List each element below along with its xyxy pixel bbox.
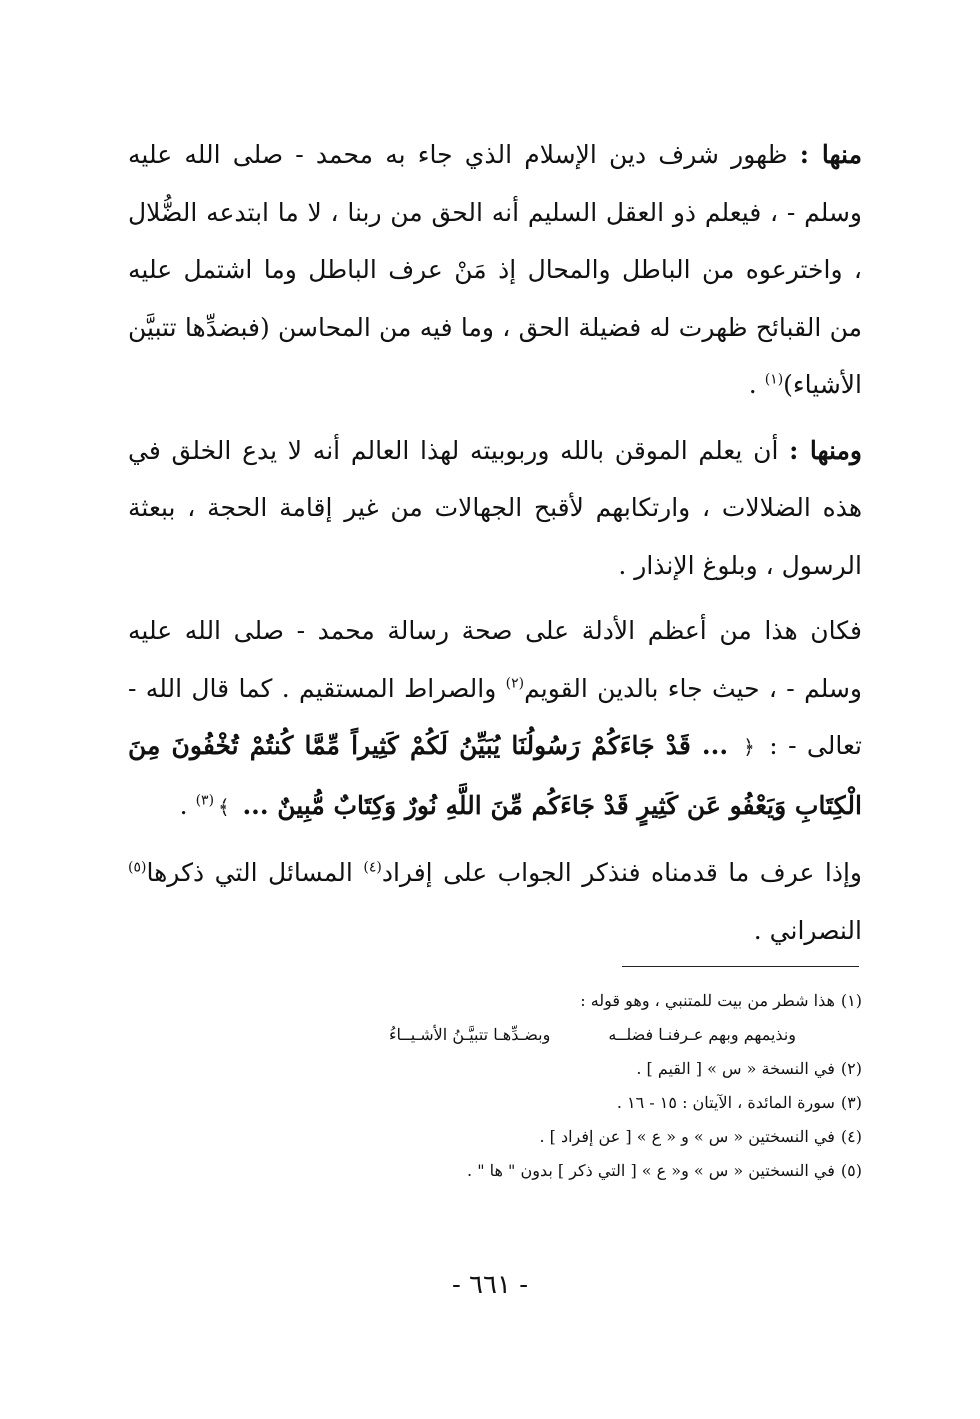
- footnote-3-text: سورة المائدة ، الآيتان : ١٥ - ١٦ .: [616, 1093, 835, 1112]
- footnote-ref-1: (١): [764, 371, 784, 388]
- footnote-4: [200, 1120, 862, 1154]
- paragraph-4: [128, 844, 862, 959]
- footnote-divider: [622, 966, 859, 967]
- footnote-1-verse: [200, 1018, 862, 1052]
- verse-hemistich-1: ونذيمهم وبهم عـرفنـا فضلــه: [608, 1025, 796, 1044]
- paragraph-4-text-1: وإذا عرف ما قدمناه فنذكر الجواب على إفراد: [381, 858, 862, 887]
- footnote-ref-2: (٢): [505, 675, 525, 692]
- footnote-ref-5: (٥): [128, 859, 147, 876]
- paragraph-3-text-1: فكان هذا من أعظم الأدلة على صحة رسالة محمد - صلى الله عليه وسلم - ، حيث جاء بالدين القويم: [128, 616, 863, 703]
- paragraph-3-text-2: والصراط المستقيم . كما قال الله - تعالى - :: [128, 673, 862, 760]
- footnote-3: [200, 1086, 862, 1120]
- paragraph-1-lead: منها :: [799, 140, 862, 169]
- footnote-1: [200, 984, 862, 1018]
- footnote-ref-3: (٣): [195, 792, 215, 809]
- paragraph-2-text: أن يعلم الموقن بالله وربوبيته لهذا العالم أنه لا يدع الخلق في هذه الضلالات ، وارتكابهم لأقبح الجهالات من غير إقامة الحجة ، ببعثة الرسول ، وبلوغ الإنذار .: [128, 435, 862, 580]
- footnote-2-text: في النسخة « س » [ القيم ] .: [636, 1059, 835, 1078]
- page-number: - ٦٦١ -: [451, 1270, 529, 1300]
- footnote-4-text: في النسختين « س » و « ع » [ عن إفراد ] .: [539, 1127, 835, 1146]
- main-text: [128, 126, 862, 959]
- paragraph-2-lead: ومنها :: [789, 435, 862, 465]
- footnote-3-number: (٣): [840, 1093, 862, 1112]
- paragraph-1-end: .: [748, 370, 765, 399]
- paragraph-3-end: .: [179, 790, 196, 820]
- quran-bracket-close: ﴾: [218, 794, 230, 819]
- paragraph-1-text: ظهور شرف دين الإسلام الذي جاء به محمد - صلى الله عليه وسلم - ، فيعلم ذو العقل السليم أنه الحق من ربنا ، لا ما ابتدعه الضُّلال ، واخترعوه من الباطل والمحال إذ مَنْ عرف الباطل وما اشتمل عليه من القبائح ظهرت له فضيلة الحق ، وما فيه من المحاسن (فبضدِّها تتبيَّن الأشياء): [128, 140, 862, 399]
- footnote-5-text: في النسختين « س » و« ع » [ التي ذكر ] بدون " ها " .: [467, 1161, 835, 1180]
- footnote-4-number: (٤): [840, 1127, 862, 1146]
- footnote-1-number: (١): [840, 991, 862, 1010]
- quran-bracket-open: ﴿: [743, 735, 755, 759]
- paragraph-4-text-2: المسائل التي ذكرها: [146, 858, 364, 887]
- paragraph-4-text-3: النصراني .: [753, 915, 862, 945]
- verse-hemistich-2: وبضـدِّهـا تتبيَّـنُ الأشـيــاءُ: [388, 1025, 551, 1044]
- paragraph-1: [128, 126, 862, 414]
- paragraph-2: [128, 422, 862, 595]
- footnote-1-text: هذا شطر من بيت للمتنبي ، وهو قوله :: [580, 991, 835, 1010]
- footnote-2: [200, 1052, 862, 1086]
- footnote-ref-4: (٤): [363, 859, 382, 876]
- footnote-5: [200, 1154, 862, 1188]
- paragraph-3: [128, 602, 862, 836]
- quran-verse: ... قَدْ جَاءَكُمْ رَسُولُنَا يُبَيِّنُ لَكُمْ كَثِيراً مِّمَّا كُنتُمْ تُخْفُونَ مِنَ الْكِتَابِ وَيَعْفُو عَن كَثِيرٍ قَدْ جَاءَكُم مِّنَ اللَّهِ نُورٌ وَكِتَابٌ مُّبِينٌ ...: [128, 731, 862, 820]
- footnote-5-number: (٥): [840, 1161, 862, 1180]
- footnote-2-number: (٢): [840, 1059, 862, 1078]
- footnotes: [200, 984, 862, 1188]
